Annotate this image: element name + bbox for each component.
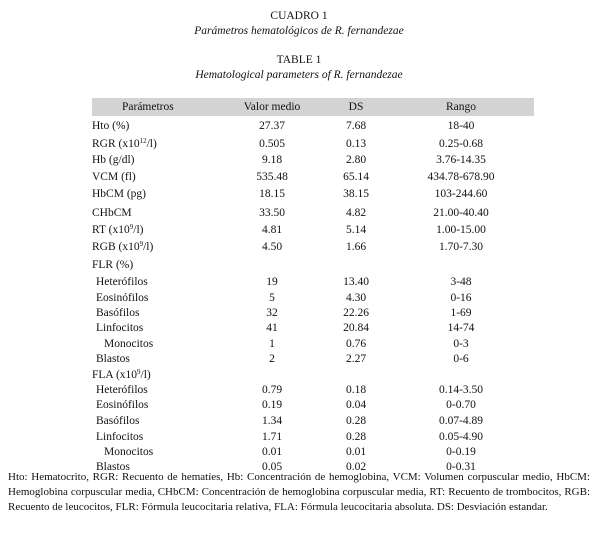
mean-cell: 0.05 <box>261 461 283 473</box>
sd-cell: 4.82 <box>345 207 367 219</box>
param-cell <box>92 206 132 221</box>
param-exponent: 9 <box>139 240 144 248</box>
range-cell: 0-0.70 <box>446 399 476 411</box>
param-label: HbCM (pg) <box>92 188 146 200</box>
table-row <box>0 352 598 367</box>
param-cell <box>96 352 130 367</box>
range-cell: 0-0.19 <box>446 446 476 458</box>
range-cell: 1.70-7.30 <box>438 241 484 253</box>
table-row <box>0 258 598 273</box>
param-label: RGR (x10 <box>92 138 140 150</box>
table-row <box>0 206 598 221</box>
table-row <box>0 398 598 413</box>
param-label: FLR (%) <box>92 259 134 271</box>
param-label: RT (x10 <box>92 224 130 236</box>
param-cell <box>96 321 143 336</box>
param-label: Linfocitos <box>96 431 144 443</box>
table-title-text: Hematological parameters of <box>195 69 334 81</box>
param-cell <box>96 383 148 398</box>
param-cell <box>92 187 146 202</box>
param-cell <box>104 445 153 460</box>
table-row <box>0 187 598 202</box>
sd-cell: 2.80 <box>345 154 367 166</box>
param-cell <box>92 258 133 273</box>
param-label: Eosinófilos <box>96 399 149 411</box>
cuadro-label: CUADRO 1 <box>270 10 328 22</box>
param-cell <box>92 137 157 152</box>
param-unit: /l) <box>146 138 157 150</box>
mean-cell: 19 <box>266 276 278 288</box>
param-label: FLA (x10 <box>92 369 138 381</box>
footnote: Hto: Hematocrito, RGR: Recuento de hematíes, Hb: Concentración de hemoglobina, VCM: Volumen corpuscular medio, HbCM: Hemoglobina corpuscular media, CHbCM: Concentración de hemoglobina corpuscular media, RT: Recuento de trombocitos, RGB: Recuento de leucocitos, FLR: Fórmula leucocitaria relativa, FLA: Fórmula leucocitaria absoluta. DS: Desviación estandar. <box>8 471 590 513</box>
mean-cell: 18.15 <box>259 188 285 200</box>
param-label: Basófilos <box>96 307 140 319</box>
header-rango: Rango <box>445 101 477 113</box>
header-parametros: Parámetros <box>122 101 174 113</box>
param-cell <box>96 306 139 321</box>
mean-cell: 2 <box>269 353 275 365</box>
param-exponent: 12 <box>139 137 147 145</box>
table-row <box>0 414 598 429</box>
range-cell: 3-48 <box>450 276 472 288</box>
cuadro-title-species: R. fernandezae <box>334 25 404 37</box>
range-cell: 21.00-40.40 <box>433 207 489 219</box>
param-unit: /l) <box>143 241 154 253</box>
range-cell: 0-3 <box>453 338 469 350</box>
param-cell <box>96 430 143 445</box>
table-row <box>0 223 598 238</box>
sd-cell: 20.84 <box>343 322 369 334</box>
table-row <box>0 240 598 255</box>
range-cell: 0.05-4.90 <box>438 431 484 443</box>
mean-cell: 1.34 <box>261 415 283 427</box>
table-row <box>0 137 598 152</box>
param-cell <box>92 119 129 134</box>
sd-cell: 5.14 <box>345 224 367 236</box>
table-label: TABLE 1 <box>276 54 322 66</box>
sd-cell: 1.66 <box>345 241 367 253</box>
param-unit: /l) <box>133 224 144 236</box>
range-cell: 3.76-14.35 <box>436 154 486 166</box>
cuadro-title-text: Parámetros hematológicos de <box>194 25 335 37</box>
param-cell <box>92 240 153 255</box>
param-label: Linfocitos <box>96 322 144 334</box>
table-title-species: R. fernandezae <box>333 69 403 81</box>
param-label: Heterófilos <box>96 276 148 288</box>
table-row <box>0 445 598 460</box>
param-exponent: 9 <box>137 368 141 376</box>
mean-cell: 27.37 <box>259 120 285 132</box>
table-row <box>0 119 598 134</box>
param-label: Monocitos <box>104 338 154 350</box>
param-cell <box>96 275 148 290</box>
sd-cell: 0.02 <box>345 461 367 473</box>
table-header-row <box>0 98 598 116</box>
param-cell <box>92 368 151 383</box>
mean-cell: 41 <box>266 322 278 334</box>
range-cell: 0-6 <box>453 353 469 365</box>
range-cell: 1-69 <box>450 307 472 319</box>
sd-cell: 65.14 <box>343 171 369 183</box>
table-row <box>0 430 598 445</box>
mean-cell: 33.50 <box>259 207 285 219</box>
mean-cell: 1.71 <box>261 431 283 443</box>
mean-cell: 0.19 <box>261 399 283 411</box>
mean-cell: 4.50 <box>261 241 283 253</box>
mean-cell: 535.48 <box>256 171 288 183</box>
table-row <box>0 368 598 383</box>
param-label: Eosinófilos <box>96 292 149 304</box>
range-cell: 0-16 <box>450 292 472 304</box>
param-label: CHbCM <box>92 207 132 219</box>
table-row <box>0 153 598 168</box>
param-label: Blastos <box>96 353 130 365</box>
param-label: Blastos <box>96 461 130 473</box>
param-cell <box>96 398 148 413</box>
sd-cell: 0.28 <box>345 415 367 427</box>
param-label: Monocitos <box>104 446 154 458</box>
sd-cell: 4.30 <box>345 292 367 304</box>
param-cell <box>96 414 139 429</box>
range-cell: 103-244.60 <box>434 188 488 200</box>
param-exponent: 9 <box>129 223 134 231</box>
range-cell: 1.00-15.00 <box>436 224 486 236</box>
mean-cell: 0.505 <box>259 138 285 150</box>
sd-cell: 0.13 <box>345 138 367 150</box>
mean-cell: 32 <box>266 307 278 319</box>
param-label: Hto (%) <box>92 120 130 132</box>
sd-cell: 2.27 <box>345 353 367 365</box>
param-label: Hb (g/dl) <box>92 154 135 166</box>
sd-cell: 22.26 <box>343 307 369 319</box>
cuadro-title <box>0 25 598 37</box>
header-valor-medio: Valor medio <box>243 101 301 113</box>
table-row <box>0 291 598 306</box>
table-title <box>0 69 598 81</box>
mean-cell: 5 <box>269 292 275 304</box>
range-cell: 14-74 <box>447 322 475 334</box>
mean-cell: 4.81 <box>261 224 283 236</box>
param-cell <box>96 291 148 306</box>
sd-cell: 38.15 <box>343 188 369 200</box>
sd-cell: 0.76 <box>345 338 367 350</box>
sd-cell: 0.28 <box>345 431 367 443</box>
sd-cell: 0.04 <box>345 399 367 411</box>
range-cell: 0-0.31 <box>446 461 476 473</box>
param-cell <box>104 337 153 352</box>
table-row <box>0 275 598 290</box>
range-cell: 0.25-0.68 <box>438 138 484 150</box>
table-row <box>0 306 598 321</box>
sd-cell: 13.40 <box>343 276 369 288</box>
sd-cell: 7.68 <box>345 120 367 132</box>
mean-cell: 9.18 <box>261 154 283 166</box>
param-unit: /l) <box>140 369 151 381</box>
header-ds: DS <box>348 101 364 113</box>
param-label: RGB (x10 <box>92 241 140 253</box>
table-row <box>0 321 598 336</box>
table-row <box>0 170 598 185</box>
param-label: VCM (fl) <box>92 171 136 183</box>
mean-cell: 0.79 <box>261 384 283 396</box>
table-row <box>0 337 598 352</box>
mean-cell: 1 <box>269 338 275 350</box>
table-row <box>0 383 598 398</box>
param-label: Basófilos <box>96 415 140 427</box>
range-cell: 0.07-4.89 <box>438 415 484 427</box>
range-cell: 0.14-3.50 <box>438 384 484 396</box>
mean-cell: 0.01 <box>261 446 283 458</box>
range-cell: 18-40 <box>447 120 475 132</box>
param-cell <box>92 223 144 238</box>
range-cell: 434.78-678.90 <box>427 171 495 183</box>
param-label: Heterófilos <box>96 384 148 396</box>
param-cell <box>92 170 136 185</box>
sd-cell: 0.18 <box>345 384 367 396</box>
sd-cell: 0.01 <box>345 446 367 458</box>
param-cell <box>92 153 134 168</box>
